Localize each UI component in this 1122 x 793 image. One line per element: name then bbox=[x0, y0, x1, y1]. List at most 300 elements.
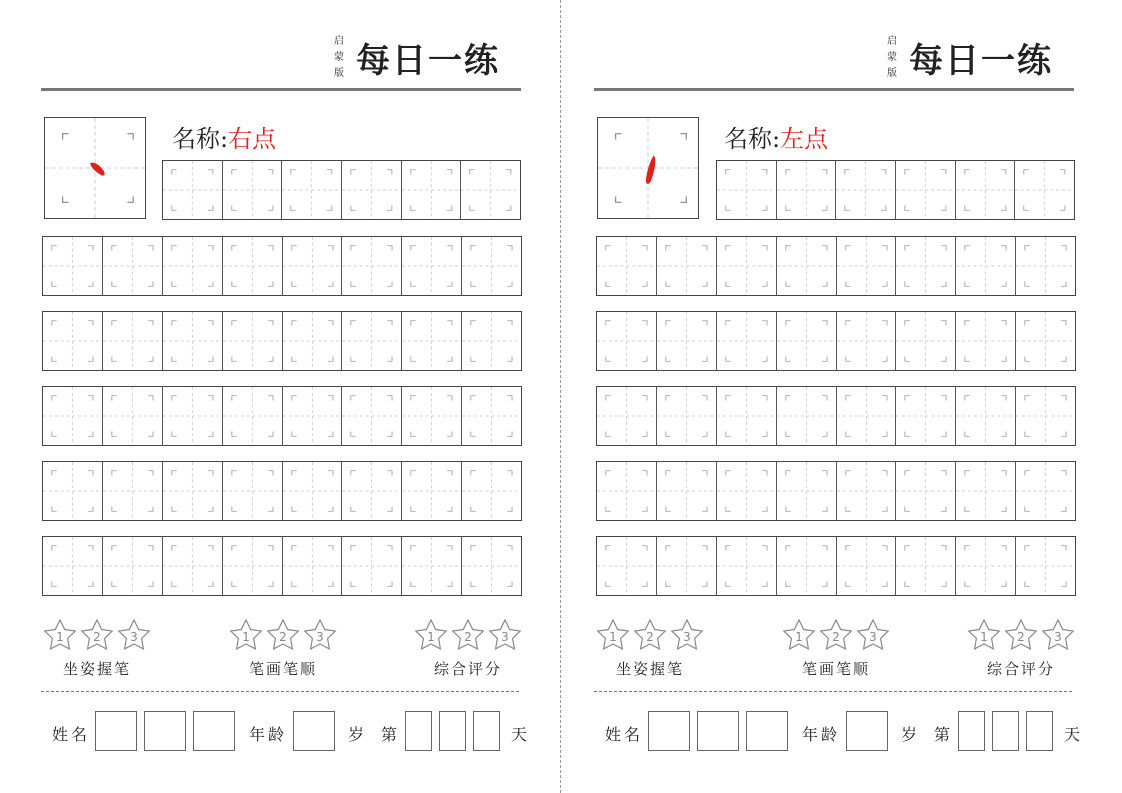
star-number: 2 bbox=[464, 630, 472, 644]
cell-guide-grid bbox=[342, 537, 401, 595]
practice-cell[interactable] bbox=[282, 161, 342, 219]
cell-guide-grid bbox=[223, 312, 282, 370]
practice-cell[interactable] bbox=[163, 537, 223, 595]
practice-cell[interactable] bbox=[342, 161, 402, 219]
practice-cell[interactable] bbox=[43, 312, 103, 370]
cell-guide-grid bbox=[342, 462, 401, 520]
practice-cell[interactable] bbox=[896, 237, 956, 295]
practice-cell[interactable] bbox=[717, 312, 777, 370]
cell-guide-grid bbox=[223, 462, 282, 520]
day-box[interactable] bbox=[992, 711, 1019, 751]
cell-guide-grid bbox=[717, 462, 776, 520]
practice-cell[interactable] bbox=[402, 312, 462, 370]
practice-cell[interactable] bbox=[342, 537, 402, 595]
star-number: 2 bbox=[832, 630, 840, 644]
edition-label bbox=[886, 34, 898, 82]
name-prefix: 名称: bbox=[724, 125, 781, 153]
cell-guide-grid bbox=[163, 387, 222, 445]
practice-cell[interactable] bbox=[462, 312, 521, 370]
star-group bbox=[228, 618, 338, 652]
cell-guide-grid bbox=[896, 537, 955, 595]
name-box[interactable] bbox=[95, 711, 137, 751]
practice-cell[interactable] bbox=[462, 237, 521, 295]
cell-guide-grid bbox=[43, 387, 102, 445]
practice-cell[interactable] bbox=[777, 537, 837, 595]
practice-cell[interactable] bbox=[717, 161, 777, 219]
day-box[interactable] bbox=[958, 711, 985, 751]
cell-guide-grid bbox=[283, 537, 342, 595]
cell-guide-grid bbox=[597, 237, 656, 295]
practice-cell[interactable] bbox=[103, 312, 163, 370]
practice-cell[interactable] bbox=[717, 237, 777, 295]
stroke-name-label bbox=[172, 119, 276, 154]
cell-guide-grid bbox=[657, 387, 716, 445]
practice-cell[interactable] bbox=[896, 161, 956, 219]
practice-cell[interactable] bbox=[717, 537, 777, 595]
practice-cell[interactable] bbox=[283, 462, 343, 520]
cell-guide-grid bbox=[342, 312, 401, 370]
star-group bbox=[595, 618, 705, 652]
star-icon[interactable] bbox=[1004, 618, 1038, 652]
practice-cell[interactable] bbox=[223, 387, 283, 445]
cell-guide-grid bbox=[597, 462, 656, 520]
practice-cell[interactable] bbox=[1016, 462, 1075, 520]
cell-guide-grid bbox=[223, 237, 282, 295]
practice-cell[interactable] bbox=[283, 312, 343, 370]
demo-grid bbox=[45, 118, 145, 218]
cell-guide-grid bbox=[836, 161, 895, 219]
cell-guide-grid bbox=[777, 237, 836, 295]
cell-guide-grid bbox=[163, 462, 222, 520]
practice-cell[interactable] bbox=[956, 462, 1016, 520]
cell-guide-grid bbox=[1015, 161, 1074, 219]
practice-cell[interactable] bbox=[43, 537, 103, 595]
rating-posture bbox=[42, 618, 152, 679]
practice-cell[interactable] bbox=[1016, 387, 1075, 445]
cell-guide-grid bbox=[462, 537, 521, 595]
practice-cell[interactable] bbox=[223, 462, 283, 520]
practice-cell[interactable] bbox=[956, 237, 1016, 295]
practice-cell[interactable] bbox=[283, 237, 343, 295]
cell-guide-grid bbox=[717, 161, 776, 219]
star-icon[interactable] bbox=[303, 618, 337, 652]
star-icon[interactable] bbox=[782, 618, 816, 652]
cell-guide-grid bbox=[956, 387, 1015, 445]
cell-guide-grid bbox=[777, 537, 836, 595]
cell-guide-grid bbox=[223, 387, 282, 445]
edition-char: 启 bbox=[334, 36, 344, 47]
practice-cell[interactable] bbox=[402, 387, 462, 445]
practice-cell[interactable] bbox=[462, 387, 521, 445]
practice-row bbox=[42, 536, 522, 596]
rating-stroke-order bbox=[228, 618, 338, 679]
practice-cell[interactable] bbox=[837, 537, 897, 595]
practice-row bbox=[596, 236, 1076, 296]
cell-guide-grid bbox=[777, 387, 836, 445]
star-number: 3 bbox=[501, 630, 509, 644]
name-box[interactable] bbox=[193, 711, 235, 751]
age-label: 年龄 bbox=[249, 725, 288, 744]
page-title: 每日一练 bbox=[356, 41, 500, 81]
cell-guide-grid bbox=[163, 537, 222, 595]
cell-guide-grid bbox=[223, 161, 282, 219]
cell-guide-grid bbox=[43, 312, 102, 370]
practice-cell[interactable] bbox=[717, 387, 777, 445]
years-label: 岁 bbox=[901, 725, 921, 744]
cell-guide-grid bbox=[896, 462, 955, 520]
cell-guide-grid bbox=[223, 537, 282, 595]
practice-cell[interactable] bbox=[283, 537, 343, 595]
cell-guide-grid bbox=[1016, 462, 1075, 520]
day-box[interactable] bbox=[405, 711, 432, 751]
rating-label: 综合评分 bbox=[986, 660, 1055, 678]
cell-guide-grid bbox=[1016, 387, 1075, 445]
cell-guide-grid bbox=[717, 237, 776, 295]
star-icon[interactable] bbox=[414, 618, 448, 652]
practice-cell[interactable] bbox=[342, 387, 402, 445]
cell-guide-grid bbox=[402, 312, 461, 370]
cell-guide-grid bbox=[837, 312, 896, 370]
star-number: 3 bbox=[1054, 630, 1062, 644]
cell-guide-grid bbox=[462, 387, 521, 445]
practice-cell[interactable] bbox=[402, 462, 462, 520]
cell-guide-grid bbox=[402, 462, 461, 520]
star-icon[interactable] bbox=[633, 618, 667, 652]
star-icon[interactable] bbox=[967, 618, 1001, 652]
practice-cell[interactable] bbox=[283, 387, 343, 445]
cell-guide-grid bbox=[402, 387, 461, 445]
practice-cell[interactable] bbox=[657, 462, 717, 520]
cell-guide-grid bbox=[717, 387, 776, 445]
cell-guide-grid bbox=[657, 237, 716, 295]
practice-row bbox=[596, 311, 1076, 371]
practice-cell[interactable] bbox=[777, 237, 837, 295]
practice-row bbox=[42, 311, 522, 371]
name-prefix: 名称: bbox=[172, 125, 229, 153]
cell-guide-grid bbox=[461, 161, 520, 219]
name-label: 姓名 bbox=[52, 725, 91, 744]
practice-cell[interactable] bbox=[657, 312, 717, 370]
cell-guide-grid bbox=[896, 237, 955, 295]
star-group bbox=[42, 618, 152, 652]
cell-guide-grid bbox=[837, 237, 896, 295]
rating-label: 笔画笔顺 bbox=[801, 660, 870, 678]
practice-cell[interactable] bbox=[777, 462, 837, 520]
practice-cell[interactable] bbox=[837, 462, 897, 520]
practice-cell[interactable] bbox=[896, 537, 956, 595]
cell-guide-grid bbox=[717, 537, 776, 595]
star-number: 3 bbox=[316, 630, 324, 644]
practice-cell[interactable] bbox=[657, 537, 717, 595]
practice-cell[interactable] bbox=[837, 312, 897, 370]
star-number: 2 bbox=[279, 630, 287, 644]
cell-guide-grid bbox=[163, 161, 222, 219]
practice-cell[interactable] bbox=[163, 462, 223, 520]
practice-cell[interactable] bbox=[103, 237, 163, 295]
star-icon[interactable] bbox=[670, 618, 704, 652]
cell-guide-grid bbox=[103, 312, 162, 370]
star-number: 3 bbox=[869, 630, 877, 644]
cell-guide-grid bbox=[462, 312, 521, 370]
cell-guide-grid bbox=[462, 462, 521, 520]
name-box[interactable] bbox=[697, 711, 739, 751]
practice-sheet-right bbox=[561, 0, 1122, 793]
cell-guide-grid bbox=[657, 462, 716, 520]
practice-cell[interactable] bbox=[223, 537, 283, 595]
practice-cell[interactable] bbox=[1016, 237, 1075, 295]
cell-guide-grid bbox=[597, 387, 656, 445]
practice-row bbox=[42, 461, 522, 521]
stroke-demo-box bbox=[44, 117, 146, 219]
star-icon[interactable] bbox=[43, 618, 77, 652]
practice-cell[interactable] bbox=[717, 462, 777, 520]
star-icon[interactable] bbox=[229, 618, 263, 652]
practice-cell[interactable] bbox=[402, 237, 462, 295]
practice-cell[interactable] bbox=[163, 312, 223, 370]
practice-cell[interactable] bbox=[777, 387, 837, 445]
demo-grid bbox=[598, 118, 698, 218]
day-suffix-label: 天 bbox=[1064, 725, 1084, 744]
practice-cell[interactable] bbox=[837, 237, 897, 295]
cell-guide-grid bbox=[462, 237, 521, 295]
star-icon[interactable] bbox=[488, 618, 522, 652]
rating-label: 坐姿握笔 bbox=[62, 660, 131, 678]
rating-overall bbox=[966, 618, 1076, 679]
cell-guide-grid bbox=[777, 161, 836, 219]
student-info-footer bbox=[561, 711, 1122, 753]
practice-cell[interactable] bbox=[657, 237, 717, 295]
name-box[interactable] bbox=[144, 711, 186, 751]
practice-cell[interactable] bbox=[1016, 312, 1075, 370]
practice-row bbox=[42, 386, 522, 446]
stroke-name: 左点 bbox=[780, 125, 829, 153]
header-rule bbox=[594, 88, 1074, 91]
star-number: 2 bbox=[93, 630, 101, 644]
cell-guide-grid bbox=[717, 312, 776, 370]
cell-guide-grid bbox=[103, 462, 162, 520]
practice-cell[interactable] bbox=[462, 462, 521, 520]
stroke-name-label bbox=[724, 119, 828, 154]
rating-label: 综合评分 bbox=[433, 660, 502, 678]
cell-guide-grid bbox=[597, 312, 656, 370]
cell-guide-grid bbox=[43, 537, 102, 595]
cell-guide-grid bbox=[43, 462, 102, 520]
practice-cell[interactable] bbox=[837, 387, 897, 445]
practice-cell[interactable] bbox=[342, 237, 402, 295]
cell-guide-grid bbox=[103, 387, 162, 445]
practice-cell[interactable] bbox=[836, 161, 896, 219]
cell-guide-grid bbox=[837, 537, 896, 595]
left-dot-stroke-icon bbox=[646, 155, 655, 184]
day-box[interactable] bbox=[439, 711, 466, 751]
practice-cell[interactable] bbox=[597, 387, 657, 445]
practice-cell[interactable] bbox=[342, 462, 402, 520]
practice-cell[interactable] bbox=[597, 312, 657, 370]
day-prefix-label: 第 bbox=[934, 725, 954, 744]
cell-guide-grid bbox=[956, 462, 1015, 520]
cell-guide-grid bbox=[956, 161, 1015, 219]
practice-cell[interactable] bbox=[462, 537, 521, 595]
star-icon[interactable] bbox=[117, 618, 151, 652]
name-box[interactable] bbox=[648, 711, 690, 751]
practice-row bbox=[596, 386, 1076, 446]
rating-label: 笔画笔顺 bbox=[248, 660, 317, 678]
practice-cell[interactable] bbox=[163, 237, 223, 295]
cell-guide-grid bbox=[837, 462, 896, 520]
star-icon[interactable] bbox=[266, 618, 300, 652]
practice-cell[interactable] bbox=[163, 387, 223, 445]
practice-row bbox=[596, 461, 1076, 521]
cell-guide-grid bbox=[1016, 537, 1075, 595]
practice-cell[interactable] bbox=[597, 237, 657, 295]
cell-guide-grid bbox=[342, 387, 401, 445]
rating-label: 坐姿握笔 bbox=[615, 660, 684, 678]
edition-char: 蒙 bbox=[334, 52, 344, 63]
practice-cell[interactable] bbox=[342, 312, 402, 370]
practice-cell[interactable] bbox=[956, 537, 1016, 595]
cell-guide-grid bbox=[1016, 237, 1075, 295]
practice-cell[interactable] bbox=[896, 387, 956, 445]
age-label: 年龄 bbox=[802, 725, 841, 744]
cell-guide-grid bbox=[777, 462, 836, 520]
cell-guide-grid bbox=[956, 237, 1015, 295]
practice-row-top bbox=[716, 160, 1075, 220]
cell-guide-grid bbox=[103, 237, 162, 295]
star-icon[interactable] bbox=[80, 618, 114, 652]
practice-cell[interactable] bbox=[1015, 161, 1074, 219]
cell-guide-grid bbox=[283, 237, 342, 295]
star-number: 3 bbox=[683, 630, 691, 644]
practice-cell[interactable] bbox=[896, 462, 956, 520]
practice-cell[interactable] bbox=[43, 387, 103, 445]
practice-cell[interactable] bbox=[43, 462, 103, 520]
practice-cell[interactable] bbox=[43, 237, 103, 295]
practice-cell[interactable] bbox=[223, 312, 283, 370]
practice-cell[interactable] bbox=[461, 161, 520, 219]
edition-char: 启 bbox=[887, 36, 897, 47]
cell-guide-grid bbox=[283, 387, 342, 445]
practice-cell[interactable] bbox=[103, 537, 163, 595]
day-prefix-label: 第 bbox=[381, 725, 401, 744]
cell-guide-grid bbox=[283, 462, 342, 520]
cell-guide-grid bbox=[163, 312, 222, 370]
day-box[interactable] bbox=[1026, 711, 1053, 751]
stroke-name: 右点 bbox=[228, 125, 277, 153]
years-label: 岁 bbox=[348, 725, 368, 744]
cell-guide-grid bbox=[896, 161, 955, 219]
page-title: 每日一练 bbox=[909, 41, 1053, 81]
cell-guide-grid bbox=[837, 387, 896, 445]
cell-guide-grid bbox=[1016, 312, 1075, 370]
name-box[interactable] bbox=[746, 711, 788, 751]
practice-row bbox=[596, 536, 1076, 596]
star-number: 1 bbox=[795, 630, 803, 644]
cell-guide-grid bbox=[342, 237, 401, 295]
rating-overall bbox=[413, 618, 523, 679]
practice-cell[interactable] bbox=[956, 387, 1016, 445]
edition-char: 版 bbox=[887, 68, 897, 79]
day-suffix-label: 天 bbox=[511, 725, 531, 744]
cell-guide-grid bbox=[283, 312, 342, 370]
header-rule bbox=[41, 88, 521, 91]
cell-guide-grid bbox=[956, 312, 1015, 370]
star-number: 1 bbox=[242, 630, 250, 644]
star-number: 1 bbox=[56, 630, 64, 644]
cell-guide-grid bbox=[43, 237, 102, 295]
cell-guide-grid bbox=[103, 537, 162, 595]
star-number: 1 bbox=[427, 630, 435, 644]
practice-cell[interactable] bbox=[103, 462, 163, 520]
star-group bbox=[413, 618, 523, 652]
practice-row-top bbox=[162, 160, 521, 220]
star-group bbox=[966, 618, 1076, 652]
practice-row bbox=[42, 236, 522, 296]
star-icon[interactable] bbox=[451, 618, 485, 652]
star-icon[interactable] bbox=[856, 618, 890, 652]
cell-guide-grid bbox=[163, 237, 222, 295]
name-label: 姓名 bbox=[605, 725, 644, 744]
star-number: 1 bbox=[609, 630, 617, 644]
star-icon[interactable] bbox=[819, 618, 853, 652]
cell-guide-grid bbox=[896, 312, 955, 370]
practice-cell[interactable] bbox=[956, 161, 1016, 219]
day-box[interactable] bbox=[473, 711, 500, 751]
practice-cell[interactable] bbox=[657, 387, 717, 445]
cell-guide-grid bbox=[956, 537, 1015, 595]
cell-guide-grid bbox=[282, 161, 341, 219]
practice-cell[interactable] bbox=[402, 537, 462, 595]
practice-cell[interactable] bbox=[223, 161, 283, 219]
cell-guide-grid bbox=[402, 161, 461, 219]
practice-cell[interactable] bbox=[402, 161, 462, 219]
star-number: 3 bbox=[130, 630, 138, 644]
dashed-rule bbox=[41, 691, 519, 692]
practice-cell[interactable] bbox=[896, 312, 956, 370]
practice-cell[interactable] bbox=[163, 161, 223, 219]
practice-cell[interactable] bbox=[777, 312, 837, 370]
age-box[interactable] bbox=[846, 711, 888, 751]
practice-cell[interactable] bbox=[597, 462, 657, 520]
star-number: 2 bbox=[1017, 630, 1025, 644]
cell-guide-grid bbox=[777, 312, 836, 370]
star-number: 1 bbox=[980, 630, 988, 644]
cell-guide-grid bbox=[896, 387, 955, 445]
star-icon[interactable] bbox=[596, 618, 630, 652]
age-box[interactable] bbox=[293, 711, 335, 751]
stroke-demo-box bbox=[597, 117, 699, 219]
dashed-rule bbox=[594, 691, 1072, 692]
cell-guide-grid bbox=[402, 537, 461, 595]
edition-char: 蒙 bbox=[887, 52, 897, 63]
star-icon[interactable] bbox=[1041, 618, 1075, 652]
student-info-footer bbox=[0, 711, 561, 753]
cell-guide-grid bbox=[657, 537, 716, 595]
practice-cell[interactable] bbox=[956, 312, 1016, 370]
star-group bbox=[781, 618, 891, 652]
cell-guide-grid bbox=[657, 312, 716, 370]
practice-cell[interactable] bbox=[223, 237, 283, 295]
edition-char: 版 bbox=[334, 68, 344, 79]
practice-cell[interactable] bbox=[1016, 537, 1075, 595]
practice-cell[interactable] bbox=[597, 537, 657, 595]
cell-guide-grid bbox=[402, 237, 461, 295]
practice-cell[interactable] bbox=[103, 387, 163, 445]
edition-label bbox=[333, 34, 345, 82]
star-number: 2 bbox=[646, 630, 654, 644]
rating-stroke-order bbox=[781, 618, 891, 679]
cell-guide-grid bbox=[597, 537, 656, 595]
practice-cell[interactable] bbox=[777, 161, 837, 219]
